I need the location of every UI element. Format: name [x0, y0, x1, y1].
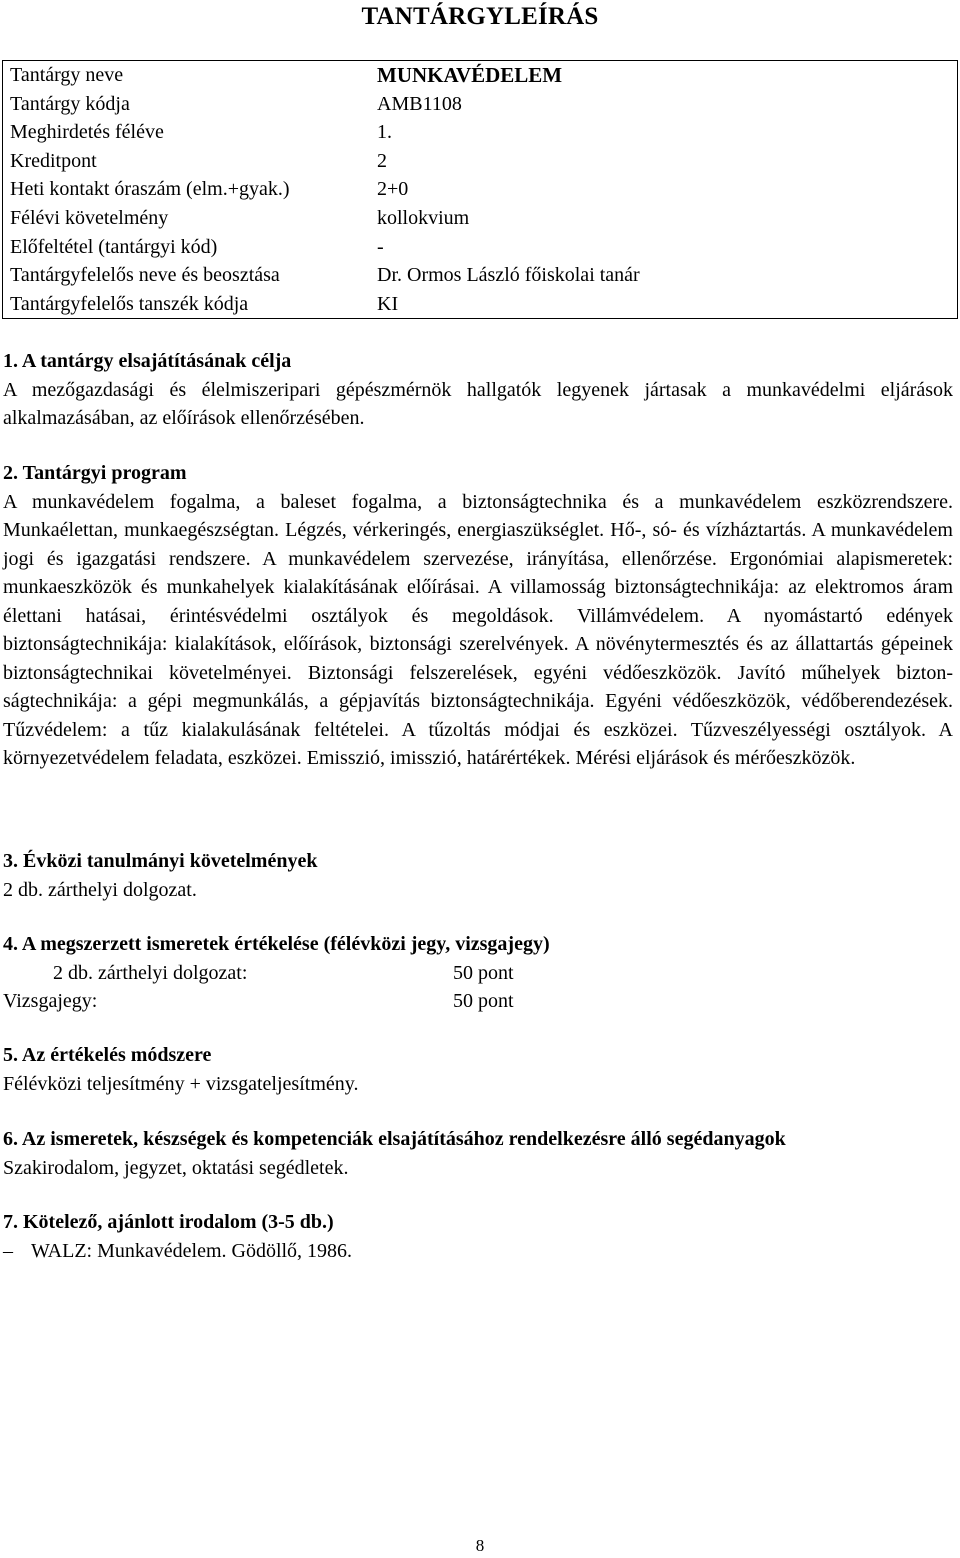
section-requirements [3, 847, 953, 904]
info-value: 2+0 [377, 178, 409, 201]
section-text: Félévközi teljesítmény + vizsgateljesítmény. [3, 1072, 359, 1095]
section-materials [3, 1125, 953, 1182]
info-row [3, 204, 958, 233]
info-label: Félévi követelmény [10, 206, 169, 229]
literature-text: WALZ: Munkavédelem. Gödöllő, 1986. [31, 1239, 353, 1262]
section-program [3, 459, 953, 773]
score-label: 2 db. zárthelyi dolgozat: [53, 961, 248, 984]
info-value: 1. [377, 121, 392, 144]
info-value: MUNKAVÉDELEM [377, 63, 563, 87]
section-heading: 4. A megszerzett ismeretek értékelése (félévközi jegy, vizsgajegy) [3, 933, 550, 955]
info-row [3, 233, 958, 262]
info-row [3, 290, 958, 319]
section-heading: 2. Tantárgyi program [3, 462, 187, 484]
info-label: Tantárgy neve [10, 64, 124, 86]
section-heading: 6. Az ismeretek, készségek és kompetenciák elsajátításához rendelkezésre álló segédanyagok [3, 1128, 786, 1150]
info-value: AMB1108 [377, 92, 462, 115]
info-value: - [377, 235, 384, 258]
info-value: 2 [377, 149, 387, 172]
info-row [3, 61, 958, 90]
info-label: Tantárgyfelelős neve és beosztása [10, 264, 280, 287]
score-row [3, 987, 953, 1016]
document-title: TANTÁRGYLEÍRÁS [361, 3, 599, 30]
dash-bullet: – [3, 1239, 13, 1262]
info-row [3, 261, 958, 290]
section-literature [3, 1208, 953, 1265]
info-label: Meghirdetés féléve [10, 121, 164, 144]
info-row [3, 175, 958, 204]
info-row [3, 90, 958, 119]
section-evaluation [3, 930, 953, 1016]
info-label: Kreditpont [10, 149, 97, 172]
score-value: 50 pont [453, 990, 514, 1012]
section-heading: 7. Kötelező, ajánlott irodalom (3-5 db.) [3, 1211, 334, 1233]
score-label: Vizsgajegy: [3, 990, 98, 1012]
section-text: Szakirodalom, jegyzet, oktatási segédletek. [3, 1156, 349, 1179]
info-label: Tantárgy kódja [10, 92, 130, 115]
section-heading: 3. Évközi tanulmányi követelmények [3, 850, 318, 872]
literature-item [3, 1237, 953, 1266]
score-row [3, 959, 953, 988]
section-text: A munkavédelem fogalma, a baleset fogalma, a biztonságtechnika és a munkavédelem eszközrendszere. Munkaélettan, munkaegészségtan. Légzés, vérkeringés, energiaszükséglet. Hő-, só- és vízháztartás. A munkavédelem jogi és igazgatási rendszere. A munkavédelem szervezése, irányítása, ellenőrzése. Ergonómiai alapismeretek: munkaeszközök és munkahelyek kialakításának előírásai. A villamosság biztonságtechnikája: az elektromos áram élettani hatásai, érintésvédelmi osztályok és megoldások. Villámvédelem. A nyomástartó edények biztonságtechnikája: kialakítások, előírások, biztonsági szerelvények. A növénytermesztés és az állattartás gépeinek biztonságtechnikai követelményei. Biztonsági felszerelések, egyéni védőeszközök. Javító műhelyek biztonságtechnikája: a gépi megmunkálás, a gépjavítás biztonságtechnikája. Egyéni védőeszközök, védőberendezések. Tűzvédelem: a tűz kialakulásának feltételei. A tűzoltás módjai és eszközei. Tűzveszélyességi osztályok. A környezetvédelem feladata, eszközei. Emisszió, imisszió, határértékek. Mérési eljárások és mérőeszközök. [3, 490, 953, 769]
page-number: 8 [475, 1536, 485, 1555]
info-label: Heti kontakt óraszám (elm.+gyak.) [10, 178, 290, 201]
score-value: 50 pont [453, 961, 514, 984]
section-text: 2 db. zárthelyi dolgozat. [3, 878, 197, 901]
section-heading: 5. Az értékelés módszere [3, 1044, 212, 1066]
section-heading: 1. A tantárgy elsajátításának célja [3, 350, 292, 372]
info-value: kollokvium [377, 206, 470, 229]
section-goal [3, 347, 953, 433]
section-method [3, 1041, 953, 1098]
info-label: Tantárgyfelelős tanszék kódja [10, 292, 249, 315]
info-row [3, 118, 958, 147]
info-value: Dr. Ormos László főiskolai tanár [377, 264, 640, 287]
info-label: Előfeltétel (tantárgyi kód) [10, 235, 218, 258]
info-value: KI [377, 292, 399, 315]
info-row [3, 147, 958, 176]
section-text: A mezőgazdasági és élelmiszeripari gépészmérnök hallgatók legyenek jártasak a munkavédelmi eljárások alkalmazásában, az előírások ellenőrzésében. [3, 378, 953, 429]
course-info-table [2, 60, 958, 319]
